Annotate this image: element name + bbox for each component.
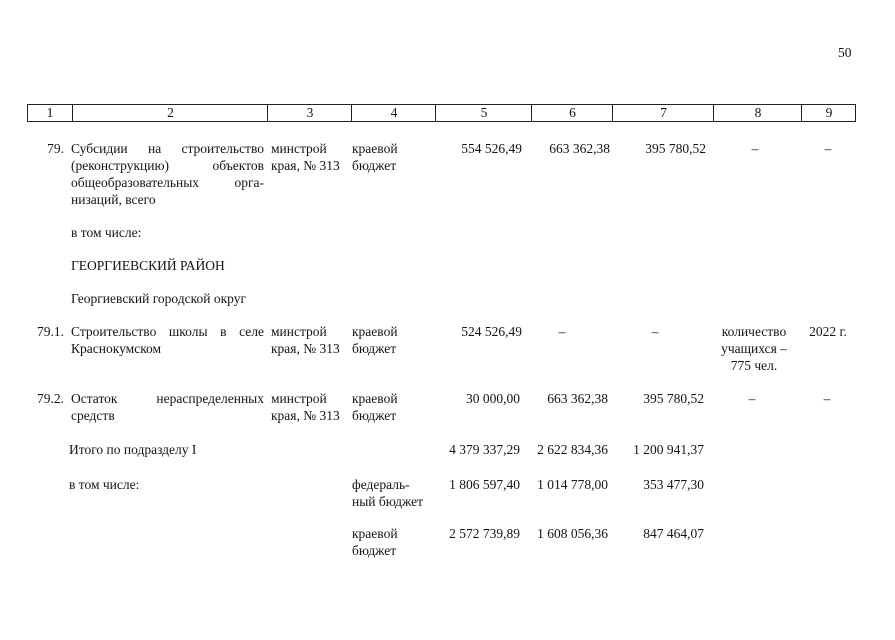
table-header [27,104,856,122]
row-name [71,140,264,208]
row-name [71,390,264,424]
district-heading: ГЕОРГИЕВСКИЙ РАЙОН [71,258,225,273]
funding-source [352,140,412,174]
value-col-8-line: 775 чел. [730,358,778,373]
value-col-6: 663 362,38 [549,141,610,156]
funding-source-line: краевой [352,141,398,156]
funding-source [352,390,412,424]
value-col-5: 2 572 739,89 [449,526,520,541]
total-label: Итого по подразделу I [69,442,197,457]
value-col-8-line: учащихся – [721,341,787,356]
funding-source-line: бюджет [352,408,397,423]
value-col-5: 30 000,00 [466,391,520,406]
row-name-line: Остаток нераспределенных [71,391,264,406]
value-col-7: 395 780,52 [643,391,704,406]
value-col-8-line: количество [721,324,787,339]
funding-source-line: ный бюджет [352,494,424,509]
value-col-7: – [651,324,659,339]
row-name-line: Субсидии на строительство [71,141,264,156]
value-col-7: 847 464,07 [643,526,704,541]
responsible-org-line: края, № 313 [271,158,340,173]
value-col-6: 1 608 056,36 [537,526,608,541]
including-label: в том числе: [71,225,142,240]
funding-source-line: бюджет [352,543,397,558]
funding-source-line: краевой [352,526,398,541]
header-col-5: 5 [435,105,532,121]
row-name [71,323,264,357]
page-number: 50 [838,45,852,60]
value-col-6: 663 362,38 [547,391,608,406]
header-col-2: 2 [72,105,268,121]
funding-source-line: бюджет [352,158,397,173]
responsible-org-line: края, № 313 [271,341,340,356]
row-name-line: общеобразовательных орга- [71,175,264,190]
row-name-line: средств [71,408,115,423]
responsible-org-line: минстрой [271,391,327,406]
row-name-line: (реконструкцию) объектов [71,158,264,173]
row-name-line: Краснокумском [71,341,162,356]
header-col-6: 6 [531,105,613,121]
header-col-1: 1 [46,105,54,120]
responsible-org-line: минстрой [271,141,327,156]
value-col-9: – [823,391,831,406]
funding-source-line: федераль- [352,477,410,492]
row-number: 79. [47,141,64,156]
row-name-line: низаций, всего [71,192,156,207]
funding-source-line: краевой [352,324,398,339]
value-col-9: 2022 г. [809,324,847,339]
row-name-line: Строительство школы в селе [71,324,264,339]
header-col-8: 8 [713,105,802,121]
okrug-heading: Георгиевский городской округ [71,291,247,306]
responsible-org-line: края, № 313 [271,408,340,423]
value-col-6: 1 014 778,00 [537,477,608,492]
value-col-8 [704,323,804,374]
header-col-7: 7 [612,105,714,121]
value-col-5: 4 379 337,29 [449,442,520,457]
value-col-6: – [558,324,566,339]
value-col-7: 395 780,52 [645,141,706,156]
row-number: 79.1. [37,324,64,339]
value-col-5: 1 806 597,40 [449,477,520,492]
total-including-label: в том числе: [69,477,140,492]
value-col-8: – [748,391,756,406]
value-col-5: 524 526,49 [461,324,522,339]
header-col-9: 9 [801,105,856,121]
value-col-7: 1 200 941,37 [633,442,704,457]
value-col-7: 353 477,30 [643,477,704,492]
funding-source [352,323,412,357]
responsible-org [271,390,351,424]
header-col-3: 3 [267,105,352,121]
funding-source-line: краевой [352,391,398,406]
responsible-org [271,140,351,174]
value-col-9: – [824,141,832,156]
value-col-8: – [751,141,759,156]
value-col-5: 554 526,49 [461,141,522,156]
funding-source-line: бюджет [352,341,397,356]
value-col-6: 2 622 834,36 [537,442,608,457]
responsible-org-line: минстрой [271,324,327,339]
header-col-4: 4 [351,105,436,121]
row-number: 79.2. [37,391,64,406]
responsible-org [271,323,351,357]
